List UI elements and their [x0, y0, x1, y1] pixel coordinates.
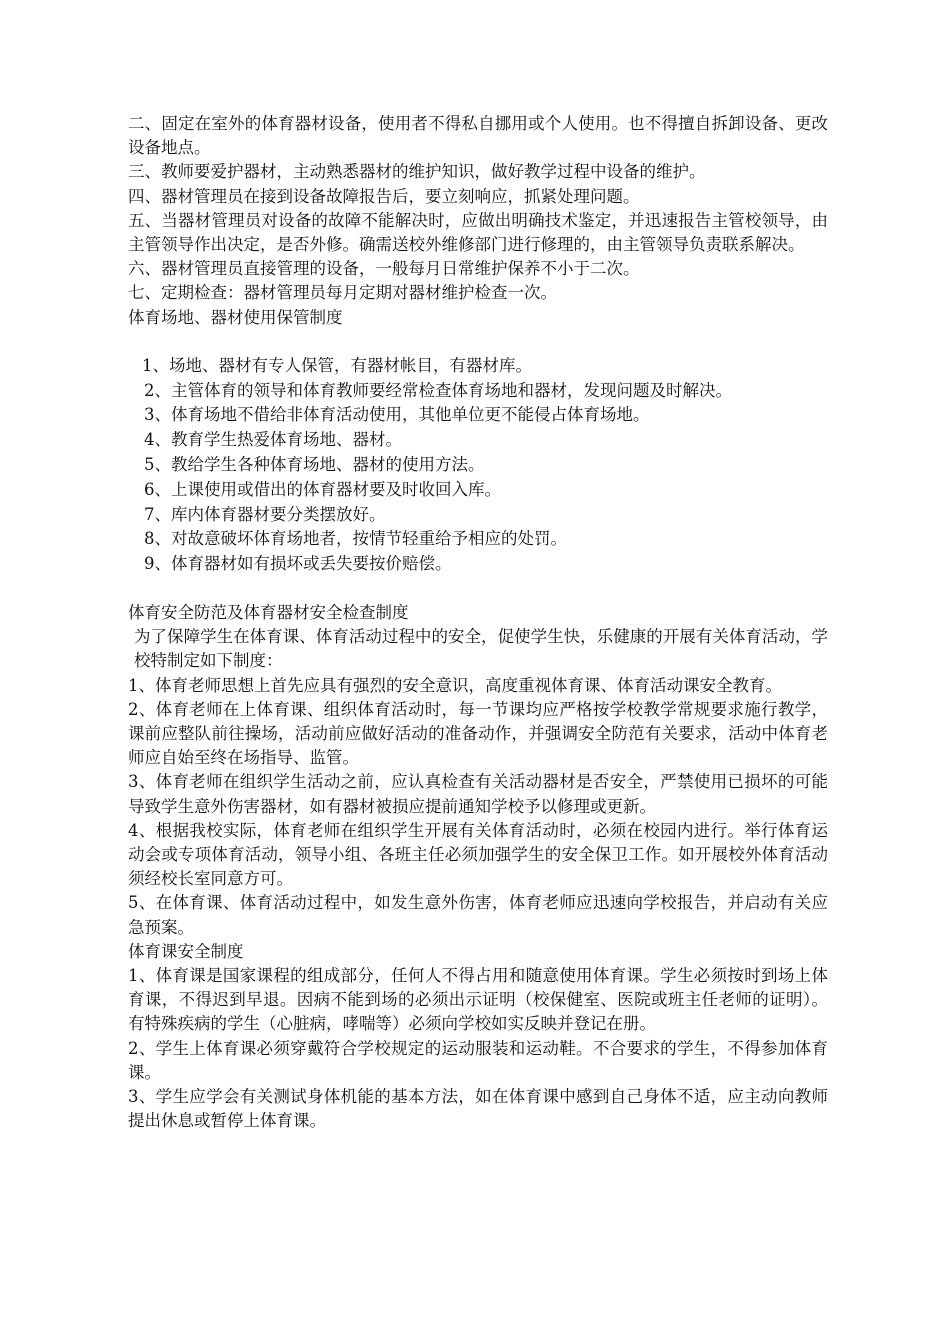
safety-rules-section: [128, 674, 828, 940]
paragraph: 5、在体育课、体育活动过程中，如发生意外伤害，体育老师应迅速向学校报告，并启动有关应急预案。: [128, 893, 828, 937]
list-item: 5、教给学生各种体育场地、器材的使用方法。: [144, 455, 485, 475]
paragraph: 3、体育老师在组织学生活动之前，应认真检查有关活动器材是否安全，严禁使用已损坏的可能导致学生意外伤害器材，如有器材被损应提前通知学校予以修理或更新。: [128, 772, 828, 816]
section-intro: 为了保障学生在体育课、体育活动过程中的安全，促使学生快，乐健康的开展有关体育活动，学校特制定如下制度：: [134, 627, 828, 671]
paragraph: 1、体育老师思想上首先应具有强烈的安全意识，高度重视体育课、体育活动课安全教育。: [128, 675, 782, 695]
paragraph: 五、当器材管理员对设备的故障不能解决时，应做出明确技术鉴定，并迅速报告主管校领导，由主管领导作出决定，是否外修。确需送校外维修部门进行修理的，由主管领导负责联系解决。: [128, 210, 828, 255]
spacer: [128, 330, 828, 354]
section-title: 体育安全防范及体育器材安全检查制度: [128, 603, 409, 622]
list-item: 7、库内体育器材要分类摆放好。: [144, 504, 386, 524]
spacer: [128, 577, 828, 601]
paragraph: 三、教师要爱护器材，主动熟悉器材的维护知识，做好教学过程中设备的维护。: [128, 162, 706, 182]
list-item: 1、场地、器材有专人保管，有器材帐目，有器材库。: [142, 355, 532, 375]
paragraph: 二、固定在室外的体育器材设备，使用者不得私自挪用或个人使用。也不得擅自拆卸设备、更改设备地点。: [128, 114, 828, 158]
list-item: 2、主管体育的领导和体育教师要经常检查体育场地和器材，发现问题及时解决。: [144, 380, 732, 400]
paragraph: 1、体育课是国家课程的组成部分，任何人不得占用和随意使用体育课。学生必须按时到场上体育课，不得迟到早退。因病不能到场的必须出示证明（校保健室、医院或班主任老师的证明）。有特殊疾病的学生（心脏病，哮喘等）必须向学校如实反映并登记在册。: [128, 966, 828, 1034]
list-item: 6、上课使用或借出的体育器材要及时收回入库。: [144, 479, 501, 499]
list-item: 8、对故意破坏体育场地者，按情节轻重给予相应的处罚。: [144, 529, 567, 549]
document-page: [128, 112, 828, 1133]
paragraph: 3、学生应学会有关测试身体机能的基本方法，如在体育课中感到自己身体不适，应主动向教师提出休息或暂停上体育课。: [128, 1087, 828, 1131]
paragraph: 四、器材管理员在接到设备故障报告后，要立刻响应，抓紧处理问题。: [128, 186, 640, 206]
list-item: 3、体育场地不借给非体育活动使用，其他单位更不能侵占体育场地。: [144, 405, 650, 425]
pe-class-safety-section: [128, 964, 828, 1133]
list-item: 9、体育器材如有损坏或丢失要按价赔偿。: [144, 554, 452, 574]
paragraph: 六、器材管理员直接管理的设备，一般每月日常维护保养不小于二次。: [128, 259, 640, 279]
paragraph: 4、根据我校实际，体育老师在组织学生开展有关体育活动时，必须在校园内进行。举行体育运动会或专项体育活动，领导小组、各班主任必须加强学生的安全保卫工作。如开展校外体育活动须经校长室同意方可。: [128, 820, 828, 889]
venue-equipment-list: [128, 354, 828, 577]
list-item: 4、教育学生热爱体育场地、器材。: [144, 430, 402, 450]
paragraph: 2、体育老师在上体育课、组织体育活动时，每一节课均应严格按学校教学常规要求施行教学，课前应整队前往操场，活动前应做好活动的准备动作，并强调安全防范有关要求，活动中体育老师应自始至终在场指导、监管。: [128, 699, 828, 768]
equipment-maintenance-section: [128, 112, 828, 306]
section-title: 体育场地、器材使用保管制度: [128, 307, 343, 327]
section-title: 体育课安全制度: [128, 941, 244, 961]
paragraph: 七、定期检查：器材管理员每月定期对器材维护检查一次。: [128, 283, 557, 303]
paragraph: 2、学生上体育课必须穿戴符合学校规定的运动服装和运动鞋。不合要求的学生，不得参加体育课。: [128, 1038, 828, 1082]
